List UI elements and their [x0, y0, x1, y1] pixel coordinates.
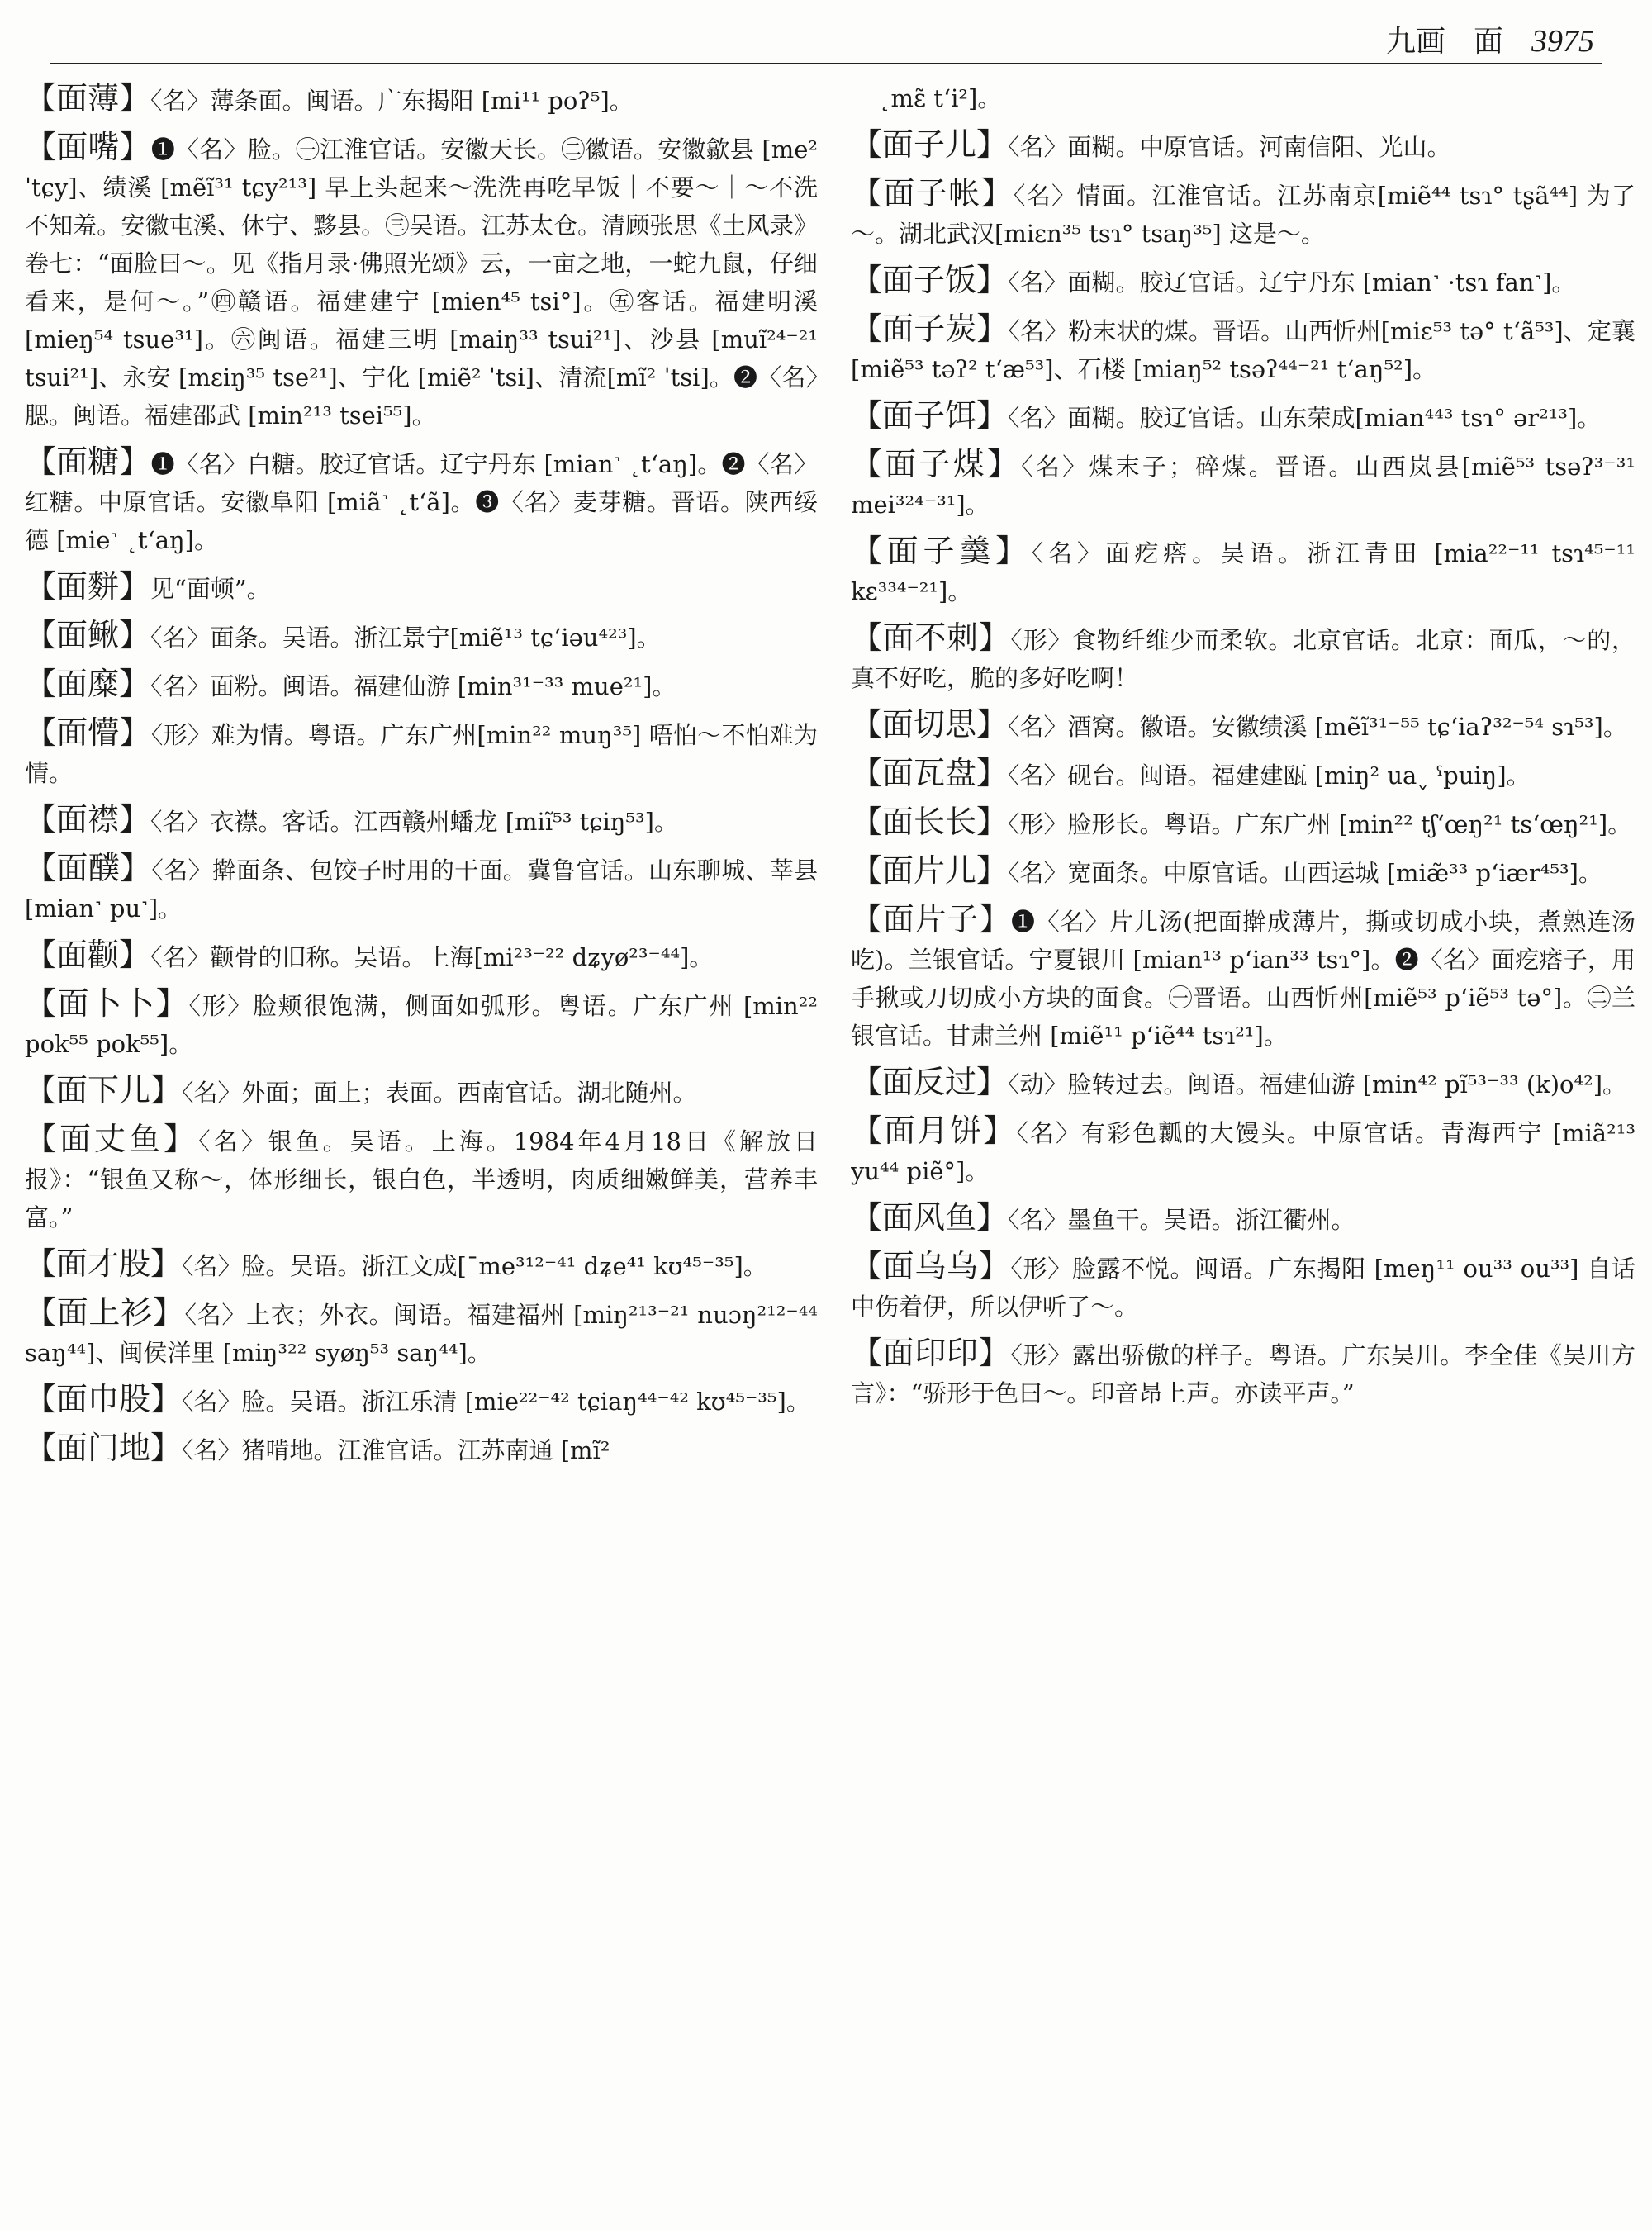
dictionary-entry	[851, 705, 1635, 746]
entry-definition: ❶〈名〉脸。㊀江淮官话。安徽天长。㊁徽语。安徽歙县 [me² ˈtɕy]、绩溪 [mẽĩ³¹ tɕy²¹³] 早上头起来～洗洗再吃早饭｜不要～｜～不洗不知羞。安徽屯溪、休宁、黟县。㊂吴语。江苏太仓。清顾张思《土风录》卷七：“面脸曰～。见《指月录·佛照光颂》云，一亩之地，一蛇九鼠，仔细看来，是何～。”㊃赣语。福建建宁 [mien⁴⁵ tsi°]。㊄客话。福建明溪 [mieŋ⁵⁴ tsue³¹]。㊅闽语。福建三明 [maiŋ³³ tsui²¹]、沙县 [muĩ²⁴⁻²¹ tsui²¹]、永安 [mɛiŋ³⁵ tse²¹]、宁化 [miẽ² ˈtsi]、清流[mĩ² ˈtsi]。❷〈名〉腮。闽语。福建邵武 [min²¹³ tsei⁵⁵]。	[25, 135, 818, 429]
entry-headword: 【面长长】	[851, 804, 1009, 840]
entry-headword: 【面糖】	[25, 444, 151, 480]
entry-headword: 【面片子】	[851, 901, 1011, 937]
entry-headword: 【面门地】	[25, 1430, 183, 1466]
entry-definition: 〈形〉脸露不悦。闽语。广东揭阳 [meŋ¹¹ ou³³ ou³³] 自话中伤着伊，所以伊听了～。	[851, 1255, 1635, 1321]
dictionary-entry	[851, 803, 1635, 843]
dictionary-entry	[25, 1293, 818, 1372]
dictionary-entry	[851, 174, 1635, 253]
dictionary-entry	[25, 665, 818, 705]
entry-definition: 〈名〉颧骨的旧称。吴语。上海[mi²³⁻²² dʑyø²³⁻⁴⁴]。	[150, 943, 714, 971]
entry-definition: 〈名〉薄条面。闽语。广东揭阳 [mi¹¹ poʔ⁵]。	[150, 87, 634, 115]
dictionary-entry	[851, 310, 1635, 388]
dictionary-entry	[25, 1245, 818, 1285]
entry-headword: 【面鳅】	[25, 617, 151, 653]
entry-headword: 【面上衫】	[25, 1294, 185, 1331]
entry-headword: 【面才股】	[25, 1245, 183, 1282]
entry-headword: 【面颧】	[25, 937, 151, 973]
entry-definition: 〈名〉擀面条、包饺子时用的干面。冀鲁官话。山东聊城、莘县 [mian˺ pu˺]。	[25, 856, 818, 923]
entry-headword: 【面片儿】	[851, 852, 1009, 889]
entry-definition: 〈形〉脸颊很饱满，侧面如弧形。粤语。广东广州 [min²² pok⁵⁵ pok⁵⁵]。	[25, 992, 818, 1058]
entry-definition: 〈名〉面条。吴语。浙江景宁[miẽ¹³ tɕʻiəu⁴²³]。	[150, 624, 661, 652]
entry-definition: 〈名〉猪啃地。江淮官话。江苏南通 [mĩ²	[182, 1436, 610, 1464]
dictionary-entry	[25, 567, 818, 608]
entry-definition: 〈名〉银鱼。吴语。上海。1984年4月18日《解放日报》：“银鱼又称～，体形细长，银白色，半透明，肉质细嫩鲜美，营养丰富。”	[25, 1127, 818, 1231]
dictionary-entry	[851, 619, 1635, 697]
dictionary-entry	[851, 445, 1635, 524]
entry-headword: 【面丈鱼】	[25, 1121, 199, 1157]
entry-headword: 【面子儿】	[851, 126, 1009, 163]
entry-definition: 〈名〉面糊。中原官话。河南信阳、光山。	[1008, 133, 1451, 161]
dictionary-entry	[851, 754, 1635, 795]
entry-headword: 【面乌乌】	[851, 1248, 1011, 1284]
dictionary-entry	[25, 849, 818, 928]
entry-definition: 〈形〉难为情。粤语。广东广州[min²² muŋ³⁵] 唔怕～不怕难为情。	[25, 721, 818, 787]
left-column	[25, 79, 818, 2213]
dictionary-entry	[851, 1112, 1635, 1190]
radical-label: 面	[1473, 25, 1503, 59]
entry-definition: 〈名〉衣襟。客话。江西赣州蟠龙 [miĩ⁵³ tɕiŋ⁵³]。	[150, 808, 678, 836]
dictionary-entry	[851, 396, 1635, 437]
entry-headword: 【面薄】	[25, 80, 151, 116]
dictionary-entry	[851, 852, 1635, 892]
dictionary-entry	[25, 985, 818, 1063]
entry-definition: 〈名〉煤末子；碎煤。晋语。山西岚县[miẽ⁵³ tsəʔ³⁻³¹ mei³²⁴⁻³¹]。	[851, 453, 1635, 519]
entry-definition: 〈名〉有彩色瓤的大馒头。中原官话。青海西宁 [miã²¹³ yu⁴⁴ piẽ°]。	[851, 1119, 1635, 1185]
running-header	[1386, 18, 1594, 59]
entry-headword: 【面巾股】	[25, 1381, 183, 1417]
dictionary-entry	[25, 616, 818, 657]
entry-definition: 〈名〉酒窝。徽语。安徽绩溪 [mẽĩ³¹⁻⁵⁵ tɕʻiaʔ³²⁻⁵⁴ sɿ⁵³]。	[1008, 713, 1627, 741]
right-column	[851, 79, 1635, 2213]
entry-headword: 【面醭】	[25, 850, 152, 886]
entry-definition: 〈名〉砚台。闽语。福建建瓯 [miŋ² ua˯ ˤpuiŋ]。	[1008, 762, 1531, 790]
dictionary-entry	[25, 714, 818, 792]
entry-headword: 【面不刺】	[851, 619, 1011, 656]
dictionary-entry	[851, 1334, 1635, 1412]
entry-headword: 【面月饼】	[851, 1113, 1017, 1149]
entry-definition: 〈形〉脸形长。粤语。广东广州 [min²² tʃʻœŋ²¹ tsʻœŋ²¹]。	[1008, 810, 1632, 838]
entry-definition: 〈名〉面糊。胶辽官话。山东荣成[mian⁴⁴³ tsɿ° ər²¹³]。	[1008, 404, 1602, 432]
dictionary-entry	[25, 800, 818, 841]
entry-definition: 〈名〉上衣；外衣。闽语。福建福州 [miŋ²¹³⁻²¹ nuɔŋ²¹²⁻⁴⁴ saŋ⁴⁴]、闽侯洋里 [miŋ³²² syøŋ⁵³ saŋ⁴⁴]。	[25, 1301, 818, 1367]
entry-definition: 见“面顿”。	[150, 575, 271, 603]
dictionary-entry	[25, 1429, 818, 1469]
entry-headword: 【面嘴】	[25, 129, 151, 165]
entry-headword: 【面瓦盘】	[851, 755, 1009, 791]
entry-headword: 【面子炭】	[851, 311, 1009, 347]
continued-text: ˛mɛ̃ tʻi²]。	[879, 84, 1002, 112]
entry-definition: 〈名〉外面；面上；表面。西南官话。湖北随州。	[182, 1079, 697, 1107]
entry-definition: 〈名〉脸。吴语。浙江乐清 [mie²²⁻⁴² tɕiaŋ⁴⁴⁻⁴² kʊ⁴⁵⁻³⁵]。	[182, 1388, 810, 1416]
dictionary-entry	[25, 128, 818, 434]
entry-definition: 〈形〉食物纤维少而柔软。北京官话。北京：面瓜，～的，真不好吃，脆的多好吃啊！	[851, 626, 1635, 692]
dictionary-entry	[25, 1380, 818, 1421]
entry-definition: 〈名〉脸。吴语。浙江文成[ˉme³¹²⁻⁴¹ dʑe⁴¹ kʊ⁴⁵⁻³⁵]。	[182, 1252, 767, 1280]
entry-definition: 〈名〉情面。江淮官话。江苏南京[miẽ⁴⁴ tsɿ° tʂã⁴⁴] 为了～。湖北武汉[miɛn³⁵ tsɿ° tsaŋ³⁵] 这是～。	[851, 182, 1635, 248]
entry-headword: 【面印印】	[851, 1335, 1011, 1371]
entry-headword: 【面下儿】	[25, 1072, 183, 1108]
dictionary-entry	[851, 126, 1635, 166]
section-label: 九画	[1385, 25, 1446, 59]
entry-headword: 【面切思】	[851, 706, 1009, 743]
entry-headword: 【面风鱼】	[851, 1199, 1009, 1236]
dictionary-entry	[25, 936, 818, 976]
dictionary-entry	[25, 1120, 818, 1236]
entry-definition: 〈名〉面疙瘩。吴语。浙江青田 [mia²²⁻¹¹ tsɿ⁴⁵⁻¹¹ kɛ³³⁴⁻²¹]。	[851, 539, 1635, 605]
dictionary-entry	[25, 79, 818, 120]
entry-definition: 〈形〉露出骄傲的样子。粤语。广东吴川。李全佳《吴川方言》：“骄形于色曰～。印音昂上声。亦读平声。”	[851, 1341, 1635, 1407]
dictionary-entry	[25, 443, 818, 559]
entry-headword: 【面䴵】	[25, 568, 151, 605]
entry-definition: 〈名〉粉末状的煤。晋语。山西忻州[miɛ⁵³ tə° tʻã⁵³]、定襄[miẽ⁵³ təʔ² tʻæ⁵³]、石楼 [miaŋ⁵² tsəʔ⁴⁴⁻²¹ tʻaŋ⁵²]。	[851, 317, 1635, 383]
entry-definition: 〈动〉脸转过去。闽语。福建仙游 [min⁴² pĩ⁵³⁻³³ (k)o⁴²]。	[1008, 1070, 1627, 1098]
entry-definition: 〈名〉面糊。胶辽官话。辽宁丹东 [mian˺ ·tsɿ fan˺]。	[1008, 268, 1576, 297]
entry-headword: 【面糜】	[25, 666, 151, 702]
entry-headword: 【面反过】	[851, 1064, 1009, 1100]
dictionary-entry	[851, 1198, 1635, 1239]
entry-headword: 【面子煤】	[851, 446, 1022, 482]
entry-headword: 【面襟】	[25, 801, 151, 837]
entry-definition: 〈名〉宽面条。中原官话。山西运城 [miæ̃³³ pʻiær⁴⁵³]。	[1008, 859, 1602, 887]
entry-headword: 【面子帐】	[851, 175, 1014, 211]
dictionary-entry	[851, 1063, 1635, 1103]
header-rule	[50, 63, 1602, 64]
dictionary-entry	[851, 261, 1635, 301]
entry-definition: ❶〈名〉片儿汤(把面擀成薄片，撕或切成小块，煮熟连汤吃)。兰银官话。宁夏银川 [mian¹³ pʻian³³ tsɿ°]。❷〈名〉面疙瘩子，用手揪或刀切成小方块的面食。㊀晋语。山西忻州[miẽ⁵³ pʻiẽ⁵³ tə°]。㊁兰银官话。甘肃兰州 [miẽ¹¹ pʻiẽ⁴⁴ tsɿ²¹]。	[851, 908, 1635, 1050]
entry-headword: 【面子饭】	[851, 262, 1009, 298]
entry-headword: 【面子羹】	[851, 533, 1032, 569]
entry-headword: 【面子饵】	[851, 397, 1009, 434]
entry-headword: 【面懵】	[25, 714, 151, 751]
entry-definition: 〈名〉墨鱼干。吴语。浙江衢州。	[1008, 1206, 1355, 1234]
entry-headword: 【面卜卜】	[25, 985, 189, 1022]
page-number: 3975	[1531, 24, 1594, 59]
entry-definition: 〈名〉面粉。闽语。福建仙游 [min³¹⁻³³ mue²¹]。	[150, 672, 676, 700]
dictionary-entry	[25, 1071, 818, 1112]
entry-definition: ❶〈名〉白糖。胶辽官话。辽宁丹东 [mian˺ ˛tʻaŋ]。❷〈名〉红糖。中原官话。安徽阜阳 [miã˺ ˛tʻã]。❸〈名〉麦芽糖。晋语。陕西绥德 [mie˺ ˛tʻaŋ]。	[25, 450, 818, 554]
dictionary-entry	[851, 532, 1635, 610]
dictionary-entry	[851, 1247, 1635, 1326]
dictionary-entry	[851, 900, 1635, 1055]
